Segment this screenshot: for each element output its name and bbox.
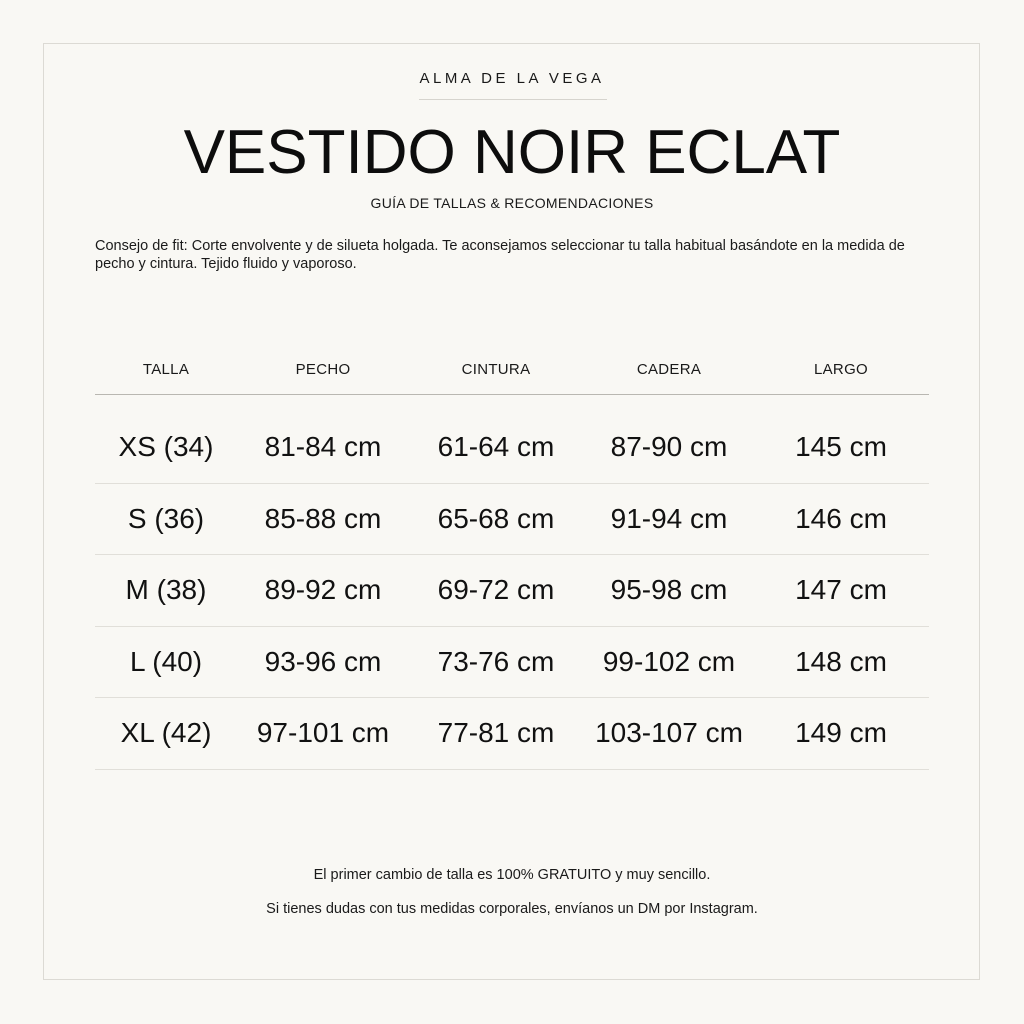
cell-cadera: 87-90 cm (610, 431, 728, 463)
cell-largo: 146 cm (795, 502, 887, 534)
page-subtitle: GUÍA DE TALLAS & RECOMENDACIONES (370, 195, 654, 211)
cell-cintura: 73-76 cm (437, 645, 555, 677)
fit-advice: Consejo de fit: Corte envolvente y de silueta holgada. Te aconsejamos seleccionar tu talla habitual basándote en la medida de pecho y cintura. Tejido fluido y vaporoso. (95, 238, 905, 272)
page-title: VESTIDO NOIR ECLAT (183, 118, 841, 187)
cell-pecho: 93-96 cm (264, 645, 382, 677)
cell-talla: XS (34) (118, 431, 214, 463)
cell-largo: 147 cm (795, 574, 887, 606)
cell-largo: 149 cm (795, 717, 887, 749)
cell-cintura: 61-64 cm (437, 431, 555, 463)
footer-exchange-note: El primer cambio de talla es 100% GRATUITO y muy sencillo. (313, 867, 711, 883)
header-pecho: PECHO (295, 360, 351, 378)
cell-pecho: 81-84 cm (264, 431, 382, 463)
header-cintura: CINTURA (461, 360, 531, 378)
table-row (95, 698, 929, 770)
brand-divider (419, 99, 607, 100)
table-row (95, 555, 929, 627)
header-largo: LARGO (813, 360, 868, 378)
size-table-header (95, 344, 929, 395)
cell-cadera: 95-98 cm (610, 574, 728, 606)
cell-talla: S (36) (127, 502, 205, 534)
cell-cadera: 99-102 cm (602, 645, 736, 677)
cell-talla: XL (42) (120, 717, 212, 749)
cell-talla: L (40) (129, 645, 203, 677)
cell-largo: 145 cm (795, 431, 887, 463)
header-cadera: CADERA (636, 360, 702, 378)
cell-cadera: 103-107 cm (595, 717, 743, 749)
cell-cintura: 65-68 cm (437, 502, 555, 534)
cell-pecho: 89-92 cm (264, 574, 382, 606)
header-talla: TALLA (142, 360, 190, 378)
size-table (95, 344, 929, 770)
table-row (95, 484, 929, 556)
table-row (95, 412, 929, 484)
cell-largo: 148 cm (795, 645, 887, 677)
footer-contact-note: Si tienes dudas con tus medidas corporales, envíanos un DM por Instagram. (266, 901, 758, 917)
cell-cadera: 91-94 cm (610, 502, 728, 534)
cell-talla: M (38) (125, 574, 207, 606)
table-row (95, 627, 929, 699)
cell-pecho: 85-88 cm (264, 502, 382, 534)
cell-cintura: 77-81 cm (437, 717, 555, 749)
brand-name: ALMA DE LA VEGA (419, 70, 605, 87)
cell-cintura: 69-72 cm (437, 574, 555, 606)
cell-pecho: 97-101 cm (256, 717, 390, 749)
